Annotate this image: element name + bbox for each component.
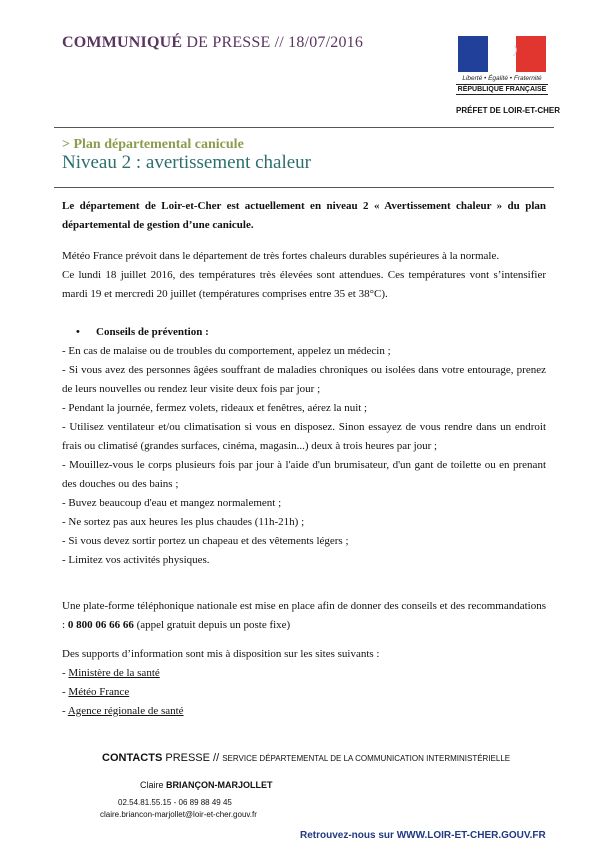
link-ministere-sante[interactable]: Ministère de la santé — [68, 667, 160, 679]
link-meteo-france[interactable]: Météo France — [68, 686, 130, 698]
advice-item: - Mouillez-vous le corps plusieurs fois par jour à l'aide d'un brumisateur, d'un gant de toilette ou en prenant des douches ou des bains ; — [62, 459, 546, 490]
advice-heading: • Conseils de prévention : — [76, 326, 209, 338]
link-item: - Météo France — [62, 686, 130, 698]
advice-item: - Buvez beaucoup d'eau et mangez normalement ; — [62, 497, 282, 509]
contact-phones: 02.54.81.55.15 - 06 89 88 49 45 — [118, 798, 232, 807]
plan-title: Niveau 2 : avertissement chaleur — [62, 152, 312, 173]
meteo-line-1: Météo France prévoit dans le département de très fortes chaleurs durables supérieures à la normale. — [62, 250, 500, 262]
meteo-paragraph — [62, 247, 546, 304]
advice-item: - Ne sortez pas aux heures les plus chaudes (11h-21h) ; — [62, 516, 305, 528]
intro-paragraph: Le département de Loir-et-Cher est actuellement en niveau 2 « Avertissement chaleur » du plan départemental de gestion d’une canicule. — [62, 200, 546, 231]
contact-name: Claire BRIANÇON-MARJOLLET — [140, 780, 273, 790]
contact-email[interactable]: claire.briancon-marjollet@loir-et-cher.gouv.fr — [100, 810, 257, 819]
marianne-flag-icon — [458, 36, 546, 72]
advice-section — [62, 323, 546, 570]
advice-item: - Pendant la journée, fermez volets, rideaux et fenêtres, aérez la nuit ; — [62, 402, 368, 414]
link-item: - Agence régionale de santé — [62, 705, 184, 717]
advice-item: - Si vous devez sortir portez un chapeau et des vêtements légers ; — [62, 535, 349, 547]
republic-name: RÉPUBLIQUE FRANÇAISE — [457, 86, 547, 93]
divider-top — [54, 127, 554, 128]
link-item: - Ministère de la santé — [62, 667, 160, 679]
divider-bottom — [54, 187, 554, 188]
hotline-number: 0 800 06 66 66 — [67, 619, 134, 631]
republique-francaise-logo — [452, 36, 552, 95]
meteo-line-2: Ce lundi 18 juillet 2016, des températures très élevées sont attendues. Ces températures vont s’intensifier mardi 19 et mercredi 20 juillet (températures comprises entre 35 et 38°C). — [62, 269, 546, 300]
hotline-paragraph: Une plate-forme téléphonique nationale est mise en place afin de donner des conseils et des recommandations : 0 800 06 66 66 (appel gratuit depuis un poste fixe) — [62, 600, 546, 631]
advice-item: - Utilisez ventilateur et/ou climatisation si vous en disposez. Sinon essayez de vous rendre dans un endroit frais ou climatisé (grandes surfaces, cinéma, magasin...) deux à trois heures par jour ; — [62, 421, 546, 452]
links-intro: Des supports d’information sont mis à disposition sur les sites suivants : — [62, 648, 380, 660]
document-title: COMMUNIQUÉ DE PRESSE // 18/07/2016 — [62, 34, 364, 51]
plan-subtitle: > Plan départemental canicule — [62, 137, 244, 152]
prefect-label: PRÉFET DE LOIR-ET-CHER — [456, 106, 561, 115]
advice-item: - Limitez vos activités physiques. — [62, 554, 210, 566]
republic-motto: Liberté • Égalité • Fraternité — [462, 75, 542, 82]
advice-item: - En cas de malaise ou de troubles du comportement, appelez un médecin ; — [62, 345, 391, 357]
links-section — [62, 645, 546, 721]
website-link[interactable]: Retrouvez-nous sur WWW.LOIR-ET-CHER.GOUV.FR — [300, 830, 546, 841]
footer-contacts: CONTACTS PRESSE // SERVICE DÉPARTEMENTAL DE LA COMMUNICATION INTERMINISTÉRIELLE — [102, 752, 511, 764]
link-ars[interactable]: Agence régionale de santé — [67, 705, 184, 717]
advice-item: - Si vous avez des personnes âgées souffrant de maladies chroniques ou isolées dans votre entourage, prenez de leurs nouvelles ou rendez leur visite deux fois par jour ; — [62, 364, 546, 395]
